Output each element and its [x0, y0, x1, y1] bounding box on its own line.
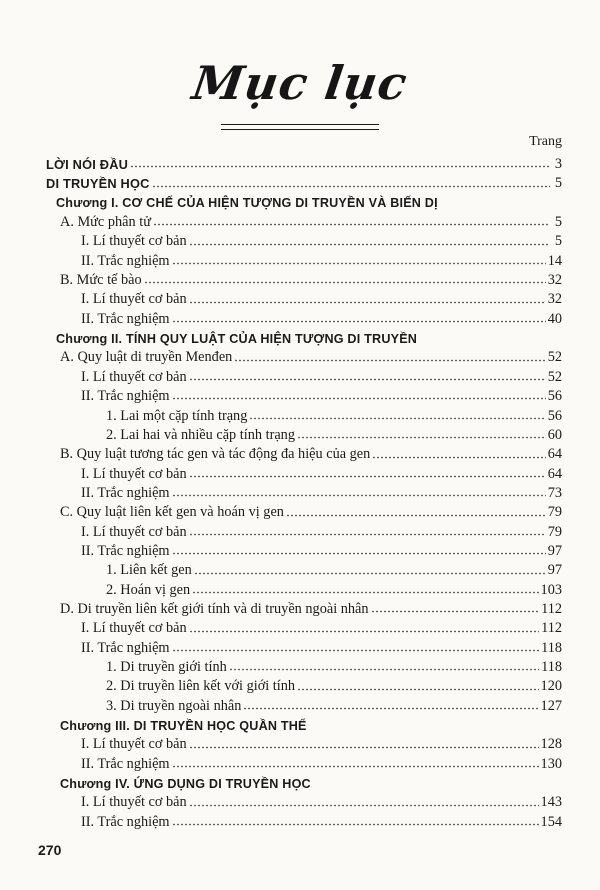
toc-entry-page: 112: [541, 600, 562, 617]
dot-leader: [297, 688, 539, 691]
toc-entry-page: 64: [547, 465, 562, 482]
toc-entry-label: I. Lí thuyết cơ bản: [81, 465, 187, 482]
toc-entry[interactable]: [46, 810, 562, 829]
toc-entry[interactable]: [46, 481, 562, 500]
dot-leader: [152, 185, 550, 188]
toc-entry-page: 52: [547, 368, 562, 385]
dot-leader: [189, 475, 546, 478]
toc-entry-label: I. Lí thuyết cơ bản: [81, 620, 187, 637]
toc-entry-page: 79: [547, 523, 562, 540]
chapter-heading-label: Chương III. DI TRUYỀN HỌC QUẦN THỂ: [60, 718, 307, 733]
toc-entry-page: 118: [541, 658, 562, 675]
toc-entry[interactable]: [46, 210, 562, 229]
dot-leader: [286, 514, 546, 517]
dot-leader: [194, 572, 546, 575]
toc-entry-label: II. Trắc nghiệm: [81, 310, 170, 327]
dot-leader: [130, 165, 550, 168]
toc-entry-label: A. Mức phân tử: [60, 214, 151, 231]
toc-entry[interactable]: [46, 403, 562, 422]
toc-entry-label: LỜI NÓI ĐẦU: [46, 156, 129, 172]
dot-leader: [172, 397, 546, 400]
toc-entry-page: 97: [547, 542, 562, 559]
toc-entry-page: 128: [540, 736, 562, 753]
toc-entry-label: DI TRUYỀN HỌC: [46, 175, 150, 191]
dot-leader: [153, 223, 550, 226]
toc-entry[interactable]: [46, 345, 562, 364]
toc-entry-page: 56: [547, 407, 562, 424]
toc-entry-page: 52: [547, 349, 562, 366]
toc-entry[interactable]: [46, 520, 562, 539]
dot-leader: [372, 456, 545, 459]
toc-entry-label: 1. Liên kết gen: [106, 562, 192, 579]
dot-leader: [189, 630, 539, 633]
toc-entry[interactable]: [46, 694, 562, 713]
dot-leader: [189, 243, 550, 246]
dot-leader: [172, 262, 546, 265]
toc-entry[interactable]: [46, 578, 562, 597]
dot-leader: [243, 707, 538, 710]
toc-entry-label: II. Trắc nghiệm: [81, 388, 170, 405]
dot-leader: [189, 378, 546, 381]
chapter-heading[interactable]: [46, 771, 562, 790]
toc-entry-label: II. Trắc nghiệm: [81, 639, 170, 656]
toc-entry-label: 2. Lai hai và nhiều cặp tính trạng: [106, 426, 295, 443]
toc-entry-page: 64: [547, 446, 562, 463]
toc-entry-page: 130: [540, 755, 562, 772]
toc-entry-page: 5: [554, 214, 562, 231]
toc-entry-page: 103: [540, 581, 562, 598]
toc-entry-label: 1. Di truyền giới tính: [106, 658, 227, 675]
toc-entry[interactable]: [46, 423, 562, 442]
toc-entry-label: 2. Hoán vị gen: [106, 581, 191, 598]
toc-entry-page: 118: [541, 639, 562, 656]
title-underline-second: [221, 129, 379, 130]
toc-entry[interactable]: [46, 655, 562, 674]
toc-entry-label: C. Quy luật liên kết gen và hoán vị gen: [60, 504, 284, 521]
toc-entry-page: 40: [547, 310, 562, 327]
toc-entry-page: 32: [547, 291, 562, 308]
dot-leader: [189, 533, 546, 536]
chapter-heading[interactable]: [46, 326, 562, 345]
toc-entry[interactable]: [46, 152, 562, 171]
toc-entry-page: 56: [547, 388, 562, 405]
dot-leader: [249, 417, 545, 420]
toc-entry-label: B. Mức tế bào: [60, 272, 142, 289]
toc-entry[interactable]: [46, 365, 562, 384]
dot-leader: [189, 746, 539, 749]
toc-entry-label: II. Trắc nghiệm: [81, 813, 170, 830]
toc-entry-label: 2. Di truyền liên kết với giới tính: [106, 678, 296, 695]
chapter-heading-label: Chương I. CƠ CHẾ CỦA HIỆN TƯỢNG DI TRUYỀN VÀ BIẾN DỊ: [56, 196, 438, 211]
toc-entry-label: II. Trắc nghiệm: [81, 755, 170, 772]
toc-entry-label: II. Trắc nghiệm: [81, 484, 170, 501]
toc-entry-page: 60: [547, 426, 562, 443]
toc-entry-page: 5: [554, 233, 562, 250]
toc-entry[interactable]: [46, 732, 562, 751]
page-number: 270: [38, 842, 62, 858]
toc-entry-label: II. Trắc nghiệm: [81, 252, 170, 269]
toc-entry[interactable]: [46, 462, 562, 481]
dot-leader: [229, 668, 539, 671]
toc-entry[interactable]: [46, 268, 562, 287]
title-underline: [221, 124, 379, 125]
toc-entry-label: I. Lí thuyết cơ bản: [81, 233, 187, 250]
dot-leader: [172, 494, 546, 497]
chapter-heading-label: Chương II. TÍNH QUY LUẬT CỦA HIỆN TƯỢNG DI TRUYỀN: [56, 331, 418, 346]
toc-entry-label: 3. Di truyền ngoài nhân: [106, 697, 242, 714]
page-column-label: Trang: [529, 134, 562, 149]
toc-entry-page: 97: [547, 562, 562, 579]
toc-entry-label: D. Di truyền liên kết giới tính và di truyền ngoài nhân: [60, 600, 369, 617]
toc-entry[interactable]: [46, 171, 562, 190]
toc-entry[interactable]: [46, 636, 562, 655]
toc-entry-label: I. Lí thuyết cơ bản: [81, 794, 187, 811]
dot-leader: [172, 765, 539, 768]
toc-entry-label: I. Lí thuyết cơ bản: [81, 291, 187, 308]
toc-entry-label: 1. Lai một cặp tính trạng: [106, 407, 248, 424]
toc-entry[interactable]: [46, 752, 562, 771]
chapter-heading[interactable]: [46, 713, 562, 732]
toc-entry[interactable]: [46, 674, 562, 693]
dot-leader: [172, 320, 546, 323]
toc-entry[interactable]: [46, 249, 562, 268]
toc-entry-page: 143: [540, 794, 562, 811]
toc-entry[interactable]: [46, 616, 562, 635]
toc-entry-label: I. Lí thuyết cơ bản: [81, 523, 187, 540]
toc-entry-label: I. Lí thuyết cơ bản: [81, 736, 187, 753]
table-of-contents: [46, 152, 562, 829]
dot-leader: [192, 591, 538, 594]
toc-entry-page: 154: [540, 813, 562, 830]
toc-entry-label: I. Lí thuyết cơ bản: [81, 368, 187, 385]
toc-entry-page: 79: [547, 504, 562, 521]
toc-entry-page: 32: [547, 272, 562, 289]
toc-entry-label: B. Quy luật tương tác gen và tác động đa hiệu của gen: [60, 446, 371, 463]
toc-entry[interactable]: [46, 790, 562, 809]
page-title: Mục lục: [189, 56, 411, 110]
dot-leader: [172, 823, 539, 826]
dot-leader: [371, 610, 540, 613]
toc-entry[interactable]: [46, 307, 562, 326]
toc-entry[interactable]: [46, 500, 562, 519]
toc-entry-page: 112: [541, 620, 562, 637]
toc-entry[interactable]: [46, 539, 562, 558]
dot-leader: [189, 301, 546, 304]
dot-leader: [189, 804, 539, 807]
dot-leader: [297, 436, 546, 439]
dot-leader: [144, 281, 546, 284]
toc-entry-page: 14: [547, 252, 562, 269]
toc-entry[interactable]: [46, 597, 562, 616]
toc-entry-label: II. Trắc nghiệm: [81, 542, 170, 559]
chapter-heading-label: Chương IV. ỨNG DỤNG DI TRUYỀN HỌC: [60, 776, 311, 791]
dot-leader: [172, 649, 540, 652]
toc-entry[interactable]: [46, 442, 562, 461]
toc-entry-page: 73: [547, 484, 562, 501]
dot-leader: [172, 552, 546, 555]
toc-entry-page: 120: [540, 678, 562, 695]
toc-entry-page: 5: [554, 175, 562, 192]
dot-leader: [234, 359, 545, 362]
toc-entry[interactable]: [46, 229, 562, 248]
chapter-heading[interactable]: [46, 191, 562, 210]
toc-entry[interactable]: [46, 384, 562, 403]
toc-entry[interactable]: [46, 558, 562, 577]
toc-entry-page: 3: [554, 156, 562, 173]
toc-entry[interactable]: [46, 287, 562, 306]
toc-entry-page: 127: [540, 697, 562, 714]
toc-entry-label: A. Quy luật di truyền Menđen: [60, 349, 233, 366]
